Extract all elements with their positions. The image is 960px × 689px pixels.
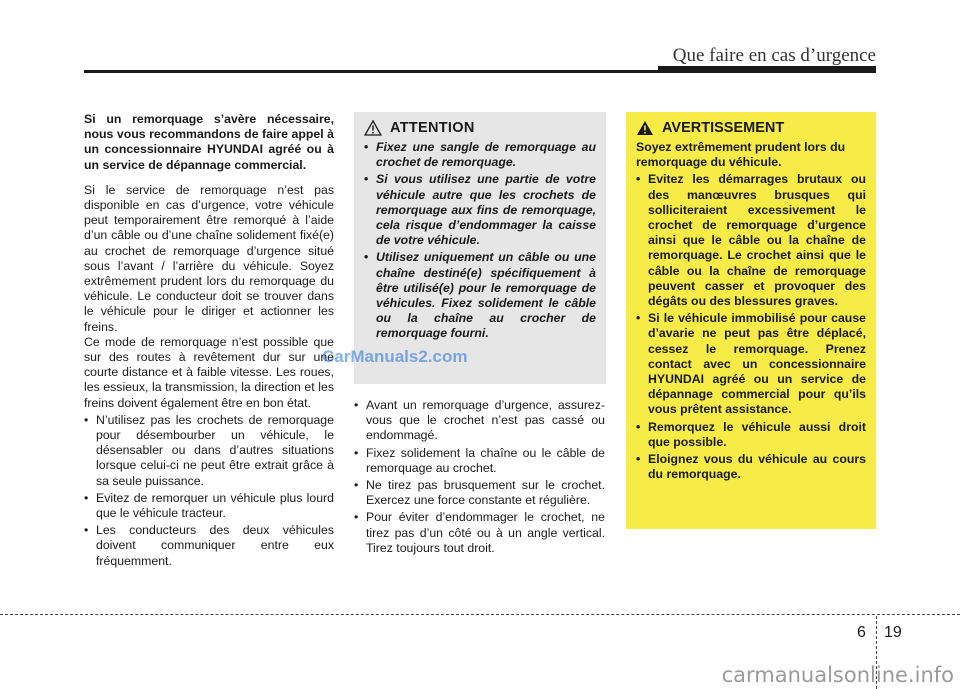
warning-triangle-icon — [636, 120, 654, 136]
site-watermark: carmanualsonline.info — [721, 663, 954, 687]
list-item: • Fixez une sangle de remorquage au crochet de remorquage. — [364, 140, 596, 170]
list-item: • Si le véhicule immobilisé pour cause d’avarie ne peut pas être déplacé, cessez le remorquage. Prenez contact avec un concessionnaire HYUNDAI agréé ou un service de dépannage commercial pour qu’ils vous prêtent assistance. — [636, 311, 866, 417]
bullet-list — [354, 398, 605, 556]
list-item: • Eloignez vous du véhicule au cours du remorquage. — [636, 452, 866, 482]
warning-list — [636, 172, 866, 482]
list-item: • Fixez solidement la chaîne ou le câble de remorquage au crochet. — [354, 446, 605, 476]
body-paragraph: Ce mode de remorquage n’est possible que sur des routes à revêtement dur sur une courte distance et à faible vitesse. Les roues, les essieux, la transmission, la direction et les freins doivent également être en bon état. — [84, 334, 334, 410]
chapter-number: 6 — [857, 624, 866, 641]
watermark-logo: CarManuals2.com — [322, 347, 468, 366]
list-item: • Les conducteurs des deux véhicules doivent communiquer entre eux fréquemment. — [84, 523, 334, 569]
list-item: • Evitez de remorquer un véhicule plus lourd que le véhicule tracteur. — [84, 491, 334, 521]
list-item: • Avant un remorquage d’urgence, assurez-vous que le crochet n’est pas cassé ou endommagé. — [354, 398, 605, 444]
header-rule-accent — [658, 66, 876, 73]
list-item: • Si vous utilisez une partie de votre véhicule autre que les crochets de remorquage aux fins de remorquage, cela risque d’endommager la caisse de votre véhicule. — [364, 172, 596, 248]
caution-triangle-icon — [364, 120, 382, 136]
bullet-list — [84, 413, 334, 569]
warning-intro: Soyez extrêmement prudent lors du remorquage du véhicule. — [636, 140, 846, 170]
intro-paragraph: Si un remorquage s’avère nécessaire, nous vous recommandons de faire appel à un concessionnaire HYUNDAI agréé ou à un service de dépannage commercial. — [84, 112, 334, 172]
list-item: • Remorquez le véhicule aussi droit que possible. — [636, 420, 866, 450]
attention-list — [364, 140, 596, 342]
attention-title: ATTENTION — [390, 120, 475, 136]
list-item: • Pour éviter d’endommager le crochet, ne tirez pas d’un côté ou à un angle vertical. Tirez toujours tout droit. — [354, 510, 605, 556]
section-title: Que faire en cas d’urgence — [672, 45, 876, 66]
body-paragraph: Si le service de remorquage n’est pas disponible en cas d’urgence, votre véhicule peut temporairement être remorqué à l’aide d’un câble ou d’une chaîne solidement fixé(e) au crochet de remorquage d’urgence situé sous l’avant / l’arrière du véhicule. Soyez extrêmement prudent lors du remorquage du véhicule. Le conducteur doit se trouver dans le véhicule pour le diriger et actionner les freins. — [84, 182, 334, 334]
footer-divider — [0, 614, 960, 615]
warning-box — [626, 112, 876, 529]
warning-title: AVERTISSEMENT — [662, 120, 785, 136]
attention-box — [354, 112, 606, 384]
list-item: • Utilisez uniquement un câble ou une chaîne destiné(e) spécifiquement à être utilisé(e) pour le remorquage de véhicules. Fixez solidement le câble ou la chaîne au crocher de remorquage fourni. — [364, 250, 596, 341]
list-item: • Ne tirez pas brusquement sur le crochet. Exercez une force constante et régulière. — [354, 478, 605, 508]
left-column — [84, 112, 334, 571]
page-number: 19 — [884, 624, 902, 641]
list-item: • Evitez les démarrages brutaux ou des manœuvres brusques qui solliciteraient excessivement le crochet de remorquage d’urgence ainsi que le câble ou la chaîne de remorquage. Le crochet ainsi que le câble ou la chaîne de remorquage peuvent casser et provoquer des dégâts ou des blessures graves. — [636, 172, 866, 309]
list-item: • N’utilisez pas les crochets de remorquage pour désembourber un véhicule, le désensabler ou dans d’autres situations lorsque celui-ci ne peut être extrait grâce à sa seule puissance. — [84, 413, 334, 489]
middle-column — [354, 396, 605, 558]
